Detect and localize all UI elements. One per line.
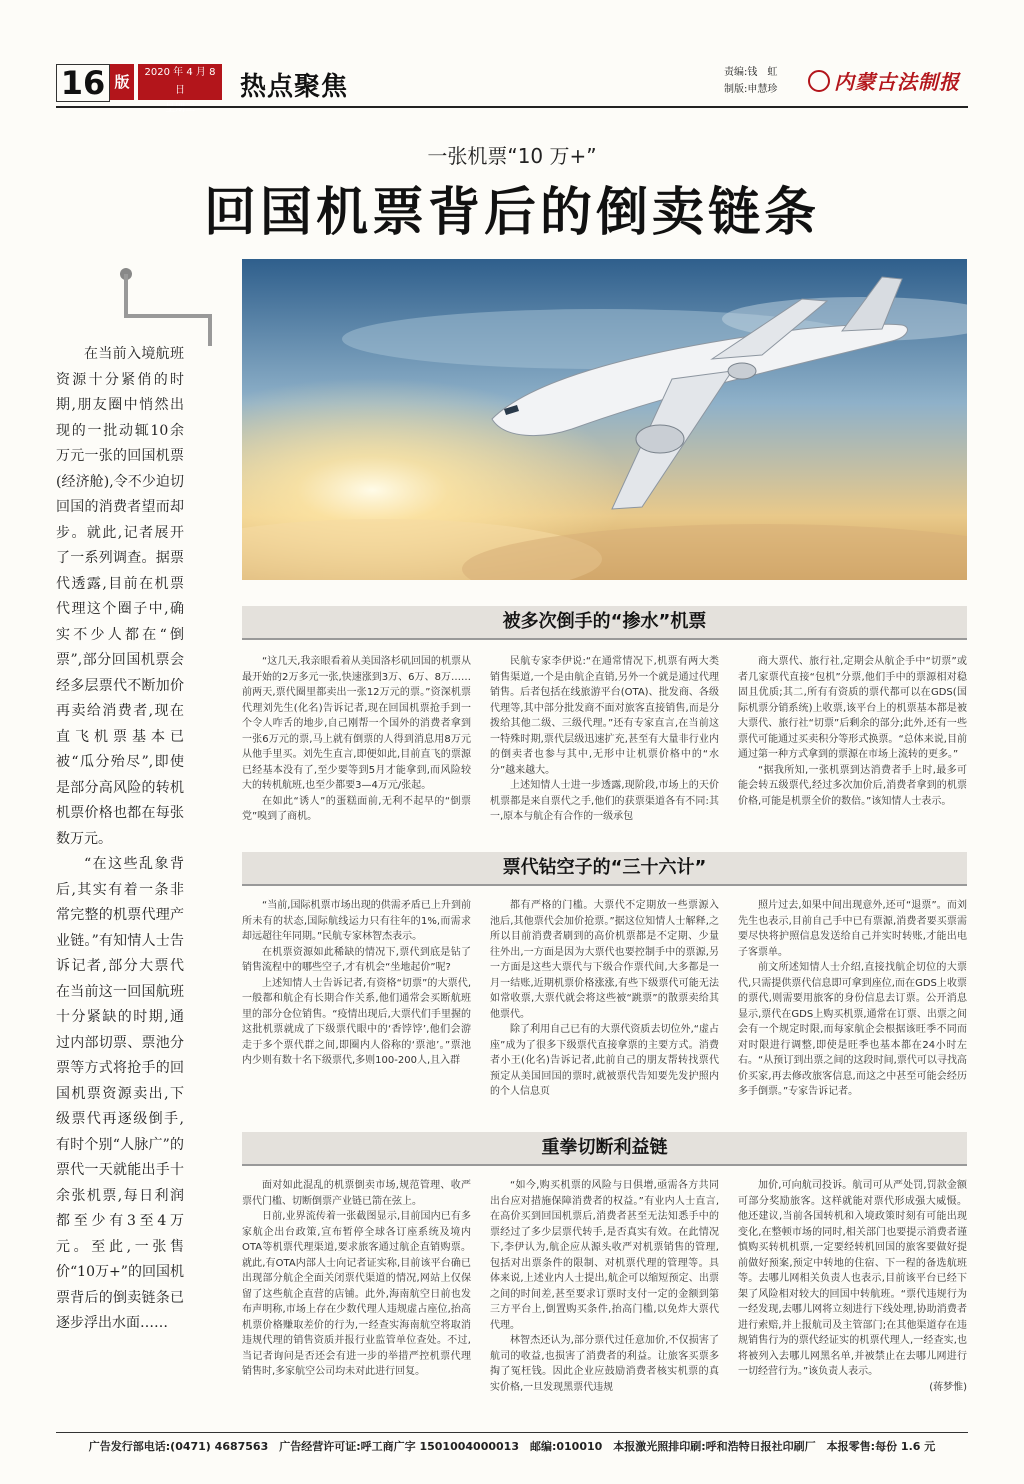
issue-weekday: 星期三 <box>165 103 195 114</box>
body-paragraph: 面对如此混乱的机票倒卖市场,规范管理、收严票代门槛、切断倒票产业链已箭在弦上。 <box>242 1180 471 1207</box>
section-title: 热点聚焦 <box>240 72 349 102</box>
text-column <box>490 898 719 1100</box>
text-column <box>738 1178 967 1395</box>
issue-date-box <box>138 64 222 114</box>
body-paragraph: “据我所知,一张机票到达消费者手上时,最多可能会转五级票代,经过多次加价后,消费者拿到的机票价格,可能是机票全价的数倍。”该知情人士表示。 <box>738 764 967 807</box>
body-paragraph: 前文所述知情人士介绍,直接找航企切位的大票代,只需提供票代信息即可拿到座位,而在GDS上收票的票代,则需要用旅客的身份信息去订票。公开消息显示,票代在GDS上购买机票,通常在订票、出票之间会有一个规定时限,而每家航企会根据该旺季不同而对时限进行调整,即使是旺季也基本都在24小时左右。“从预订到出票之间的这段时间,票代可以寻找高价买家,再去修改旅客信息,而这之中甚至可能会经历多手倒票。”专家告诉记者。 <box>738 962 967 1097</box>
section-1-body <box>242 654 967 825</box>
editor-credits <box>724 64 777 98</box>
footer-info: 广告发行部电话:(0471) 4687563 广告经营许可证:呼工商广字 1501004000013 邮编:010010 本报激光照排印刷:呼和浩特日报社印刷厂 本报零售:每份 1.6 元 <box>88 1440 936 1453</box>
author-byline: (蒋梦惟) <box>929 1381 967 1393</box>
body-paragraph: 商大票代、旅行社,定期会从航企手中“切票”或者几家票代直接“包机”分票,他们手中的票源相对稳固且优质;其二,所有有资质的票代都可以在GDS(国际机票分销系统)上收票,该平台上的机票基本都是被大票代、旅行社“切票”后剩余的部分;此外,还有一些票代可能通过买卖积分等形式换票。“总体来说,目前通过第一种方式拿到的票源在市场上流转的更多。” <box>738 656 967 760</box>
section-heading-3: 重拳切断利益链 <box>242 1132 967 1166</box>
body-paragraph: 在机票资源如此稀缺的情况下,票代到底是钻了销售流程中的哪些空子,才有机会“坐地起价”呢? <box>242 946 471 973</box>
footer-rule <box>56 1432 968 1433</box>
body-paragraph: “当前,国际机票市场出现的供需矛盾已上升到前所未有的状态,国际航线运力只有往年的1%,而需求却远超往年同期。”民航专家林智杰表示。 <box>242 900 471 942</box>
article-subtitle: 一张机票“10 万+” <box>427 144 597 168</box>
airplane-photo <box>242 259 967 580</box>
issue-date: 2020 年 4 月 8 日 <box>144 67 216 96</box>
body-paragraph: 民航专家李伊说:“在通常情况下,机票有两大类销售渠道,一个是由航企直销,另外一个就是通过代理销售。后者包括在线旅游平台(OTA)、批发商、各级代理等,其中部分批发商不面对旅客直接销售,而是分拨给其他二级、三级代理。”还有专家直言,在当前这一特殊时期,票代层级迅速扩充,甚至有大量非行业内的倒卖者也参与其中,无形中让机票价格中的“水分”越来越大。 <box>490 656 719 776</box>
section-3-body <box>242 1178 967 1395</box>
body-paragraph: “如今,购买机票的风险与日俱增,亟需各方共同出台应对措施保障消费者的权益。”有业内人士直言,在高价买到回国机票后,消费者甚至无法知悉手中的票经过了多少层票代转手,是否真实有效。在此情况下,李伊认为,航企应从源头收严对机票销售的管理,包括对出票条件的限制、对机票代理的管理等。具体来说,上述业内人士提出,航企可以缩短预定、出票之间的时间差,甚至要求订票时支付一定的金额到第三方平台上,倒置购买条件,抬高门槛,以免炸大票代代理。 <box>490 1180 719 1331</box>
text-column <box>242 898 471 1100</box>
newspaper-logo <box>808 66 960 95</box>
text-column <box>242 1178 471 1395</box>
text-column <box>242 654 471 825</box>
page-label: 版 <box>110 64 134 100</box>
body-paragraph: 日前,业界流传着一张截图显示,目前国内已有多家航企出台政策,宣布暂停全球各订座系统及境内OTA等机票代理渠道,要求旅客通过航企直销购票。就此,有OTA内部人士向记者证实称,目前该平台确已出现部分航企全面关闭票代渠道的情况,网站上仅保留了这些航企直营的店铺。此外,海南航空日前也发布声明称,市场上存在少数代理人违规虚占座位,抬高机票价格赚取差价的行为,一经查实海南航空将取消违规代理的销售资质并报行业监管单位查处。不过,当记者询问是否还会有进一步的举措严控机票代理销售时,多家航空公司均未对此进行回复。 <box>242 1211 471 1377</box>
body-paragraph: 都有严格的门槛。大票代不定期放一些票源入池后,其他票代会加价抢票。”据这位知情人士解释,之所以目前消费者刷到的高价机票都是不定期、少量往外出,一方面是因为大票代也要控制手中的票源,另一方面是这些大票代与下级合作票代间,大多都是一月一结账,近期机票价格涨涨,有些下级票代可能无法如常收票,大票代就会将这些被“跳票”的散票卖给其他票代。 <box>490 900 719 1020</box>
body-paragraph: 在如此“诱人”的蛋糕面前,无利不起早的“倒票党”嗅到了商机。 <box>242 795 471 822</box>
body-paragraph: 上述知情人士告诉记者,有资格“切票”的大票代,一般都和航企有长期合作关系,他们通常会买断航班里的部分仓位销售。“疫情出现后,大票代们手里握的这批机票就成了下级票代眼中的‘香饽饽’,他们会游走于多个票代群之间,即圈内人俗称的‘票池’。”票池内少则有数十名下级票代,多则100-200人,且入群 <box>242 977 471 1066</box>
body-paragraph: “这几天,我亲眼看着从美国洛杉矶回国的机票从最开始的2万多元一张,快速涨到3万、6万、8万……前两天,票代圈里都卖出一张12万元的票。”资深机票代理刘先生(化名)告诉记者,现在回国机票抢手到一个令人咋舌的地步,自己刚帮一个国外的消费者拿到一张6万元的票,马上就有倒票的人得到消息用8万元从他手里买。刘先生直言,即便如此,目前直飞的票源已经基本没有了,至少要等到5月才能拿到,而风险较大的转机航班,也至少都要3—4万元/张起。 <box>242 656 471 791</box>
text-column <box>490 1178 719 1395</box>
section-heading-1: 被多次倒手的“掺水”机票 <box>242 606 967 640</box>
layout-editor: 制版:申慧珍 <box>724 84 778 95</box>
section-2-body <box>242 898 967 1100</box>
body-paragraph: 上述知情人士进一步透露,现阶段,市场上的天价机票都是来自票代之手,他们的获票渠道各有不同:其一,原本与航企有合作的一级承包 <box>490 780 719 822</box>
text-column <box>738 654 967 825</box>
body-paragraph: 林智杰还认为,部分票代过任意加价,不仅损害了航司的收益,也损害了消费者的利益。让旅客买票多掏了冤枉钱。因此企业应鼓励消费者核实机票的真实价格,一旦发现黑票代违规 <box>490 1335 719 1393</box>
masthead <box>56 60 968 114</box>
lead-paragraph: “在这些乱象背后,其实有着一条非常完整的机票代理产业链。”有知情人士告诉记者,部分大票代在当前这一回国航班十分紧缺的时期,通过内部切票、票池分票等方式将抢手的回国机票资源卖出,下级票代再逐级倒手,有时个别“人脉广”的票代一天就能出手十余张机票,每日利润都至少有3至4万元。至此,一张售价“10万+”的回国机票背后的倒卖链条已逐步浮出水面…… <box>56 856 184 1331</box>
sidebar-connector <box>120 266 220 346</box>
lead-paragraph: 在当前入境航班资源十分紧俏的时期,朋友圈中悄然出现的一批动辄10余万元一张的回国机票(经济舱),令不少迫切回国的消费者望而却步。就此,记者展开了一系列调查。据票代透露,目前在机票代理这个圈子中,确实不少人都在“倒票”,部分回国机票会经多层票代不断加价再卖给消费者,现在直飞机票基本已被“瓜分殆尽”,即使是部分高风险的转机机票价格也都在每张数万元。 <box>56 346 184 847</box>
lead-text <box>56 342 184 1337</box>
text-column <box>738 898 967 1100</box>
header-rule <box>56 106 968 108</box>
text-column <box>490 654 719 825</box>
body-paragraph: 加价,可向航司投诉。航司可从严处罚,罚款金额可部分奖励旅客。这样就能对票代形成强大威慑。他还建议,当前各国转机和入境政策时刻有可能出现变化,在整顿市场的同时,相关部门也要提示消费者谨慎购买转机机票,一定要经转机回国的旅客要做好提前做好预案,预定中转地的住宿、下一程的备选航班等。去哪儿网相关负责人也表示,目前该平台已经下架了风险相对较大的回国中转航班。“票代违规行为一经发现,去哪儿网将立刻进行下线处理,协助消费者进行索赔,并上报航司及主管部门;在其他渠道存在违规销售行为的票代经证实的机票代理人,一经查实,也将被列入去哪儿网黑名单,并被禁止在去哪儿网进行一切经营行为。”该负责人表示。 <box>738 1180 967 1377</box>
body-paragraph: 除了利用自己已有的大票代资质去切位外,“虚占座”成为了很多下级票代直接拿票的主要方式。消费者小王(化名)告诉记者,此前自己的朋友帮转找票代预定从美国回国的票时,就被票代告知要先发护照内的个人信息页 <box>490 1024 719 1097</box>
body-paragraph: 照片过去,如果中间出现意外,还可“退票”。而刘先生也表示,目前自己手中已有票源,消费者要买票需要尽快将护照信息发送给自己并实时转账,才能出电子客票单。 <box>738 900 967 958</box>
logo-emblem-icon <box>808 70 830 92</box>
article-title: 回国机票背后的倒卖链条 <box>203 182 820 243</box>
editor: 责编:钱 虹 <box>724 67 778 78</box>
section-heading-2: 票代钻空子的“三十六计” <box>242 852 967 886</box>
newspaper-name: 内蒙古法制报 <box>834 70 960 94</box>
page-number: 16 <box>56 64 110 102</box>
